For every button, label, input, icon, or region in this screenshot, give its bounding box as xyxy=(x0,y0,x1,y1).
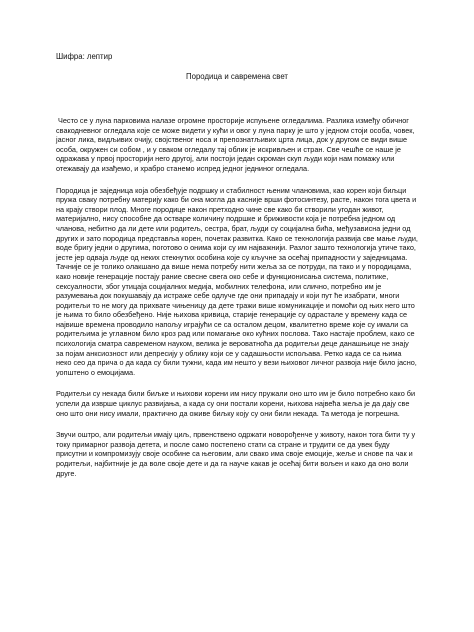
code-label: Шифра: лептир xyxy=(56,52,113,61)
paragraph-3: Родитељи су некада били биљке и њихови корени им нису пружали оно што им је било потребно како би успели да изврше циклус развијања, а када су они постали корени, њихова највећа жеља је да дају све оно што они нису имали, практично да оживе биљку коју су они били некада. Та метода је погрешна. xyxy=(56,389,416,418)
paragraph-4: Звучи оштро, али родитељи имају циљ, првенствено одржати новорођенче у животу, након тога бити ту у току примарног развоја детета, и после само постепено стати са стране и трудити се да увек буду присутни и компромизују своје особине са његовим, али свако има своје емоције, жеље и снове па чак и родитељи, најбитније је да воле своје дете и да га науче какав је осећај бити вољен и како да оно воли друге. xyxy=(56,430,416,478)
paragraph-2: Породица је заједница која обезбеђује подршку и стабилност њеним члановима, као корен који биљци пружа сваку потребну материју како би она могла да касније врши фотосинтезу, расте, након тога цвета и на крају створи плод. Многе породице након претходно чине све како би створили угодан живот, материјално, нису способне да остваре количину подршке и бриживости која је потребна једном од чланова, небитно да ли дете или родитељ, сестра, брат, људи су социјална бића, међузависна једни од других и зато породица представља корен, почетак развитка. Како се технологија развија све мање људи, воде бригу једни о другима, поготово о онима који су им најважнији. Разлог зашто технологија утиче тако, јесте јер одваја људе од неких стекнутих особина које су кључне за осећај припадности у заједницама. Тачније се је толико олакшано да више нема потребу нити жеља за се потруди, па тако и у породицама, како новије генерације постају рание свесне свега око себе и функционисања система, политике, сексуалности, због утицаја социјалних медија, мобилних телефона, или слично, потребно им је разумевања док покушавају да истраже себе одлуче где они припадају и који пут ће изабрати, многи родитељи то не могу да прихвате чињеницу да дете тражи више комуникације и помоћи од њих него што је њима то било обезбеђено. Није њихова кривица, старије генерације су одрастале у времену када се највише времена проводило напољу играјући се са осталом децом, квалитетно време које су имали са родитељима је углавном било кроз рад или помагање око кућних послова. Тако настаје проблем, како се психологија сматра савременом науком, велика је вероватноћа да родитељи деце данашњице не знају за појам анксиозност или депресију у облику који се у садашњости испољава. Ретко када се са њима неко сео да прича о да када су били тужни, када им нешто у вези њиховог личног развоја није било јасно, уопштено о емоцијама. xyxy=(56,185,418,377)
paragraph-1: Често се у луна парковима налазе огромне просторије испуњене огледалима. Разлика између обичног свакодневног огледала које се може видети у кући и овог у луна парку је што у једном стоји особа, човек, јасног лика, видљивих очију, својственог носа и препознатљивих црта лица, док у другом се види више особа, окружен си собом , и у сваком огледалу тај облик је искривљен и стран. Све чешће се наше је одражава у првој просторији него другој, али постоји један скроман скуп људи који нам помажу или отежавају да изађемо, и храбро станемо испред једног једниног огледала. xyxy=(56,116,415,173)
document-title: Породица и савремена свет xyxy=(186,72,288,81)
